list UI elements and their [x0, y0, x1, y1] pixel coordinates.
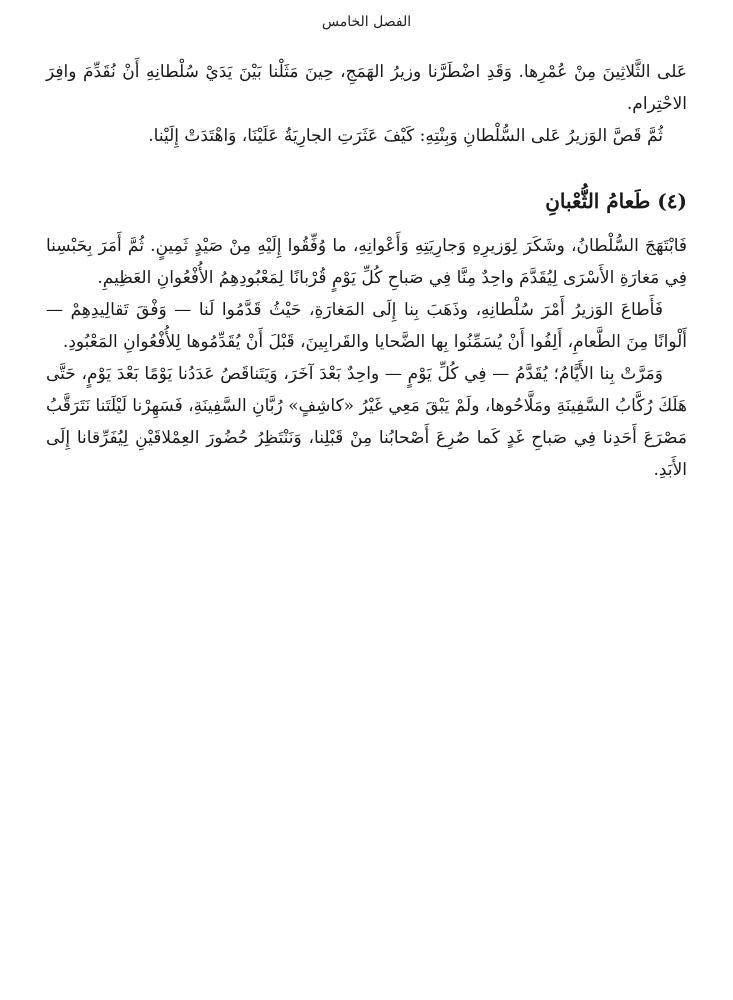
section-paragraph-3: وَمَرَّتْ بِنا الأَيَّامُ؛ يُقَدَّمُ — فِي كُلِّ يَوْمٍ — واحِدٌ بَعْدَ آخَرَ، وَيَتَناقَصُ عَدَدُنا يَوْمًا بَعْدَ يَوْمٍ، حَتَّى هَلَكَ رُكَّابُ السَّفِينَةِ ومَلَّاحُوها، ولَمْ يَبْقَ مَعِي غَيْرُ «كاشِفٍ» رُبَّانِ السَّفِينَةِ، فَسَهِرْنا لَيْلَتَنا نَتَرَقَّبُ مَصْرَعَ أَحَدِنا فِي صَباحِ غَدٍ كَما صُرِعَ أَصْحابُنا مِنْ قَبْلِنا، وَنَنْتَظِرُ حُضُورَ العِمْلاقَيْنِ لِيُفَرِّقانا إِلَى الأَبَدِ. — [46, 364, 687, 480]
running-header-chapter-title: الفصل الخامس — [321, 14, 412, 30]
section-heading: (٤) طَعامُ الثُّعْبانِ — [545, 189, 687, 213]
page-body — [46, 56, 687, 486]
section-spacer — [46, 152, 687, 186]
section-paragraph-2: فَأَطاعَ الوَزيرُ أَمْرَ سُلْطانِهِ، وذَهَبَ بِنا إِلَى المَغارَةِ، حَيْثُ قَدَّمُوا لَنا — وَفْقَ تَقالِيدِهِمْ — أَلْوانًا مِنَ الطَّعامِ، أَلِفُوا أَنْ يُسَمِّنُوا بِها الضَّحايا والقَرابِينَ، قَبْلَ أَنْ يُقَدِّمُوها لِلأُفْعُوانِ المَعْبُودِ. — [46, 300, 687, 352]
section-paragraph-1: فَابْتَهَجَ السُّلْطانُ، وشَكَرَ لِوَزيرِهِ وَجارِيَتِهِ وَأَعْوانِهِ، ما وُفِّقُوا إِلَيْهِ مِنْ صَيْدٍ ثَمِينٍ. ثُمَّ أَمَرَ بِحَبْسِنا فِي مَغارَةِ الأَسْرَى لِيُقَدَّمَ واحِدٌ مِنَّا فِي صَباحِ كُلِّ يَوْمٍ قُرْبانًا لِمَعْبُودِهِمُ الأُفْعُوانِ العَظِيمِ. — [46, 236, 687, 288]
intro-paragraph-2: ثُمَّ قَصَّ الوَزيرُ عَلى السُّلْطانِ وَبِنْتِهِ: كَيْفَ عَثَرَتِ الجارِيَةُ عَلَيْنَا، وَاهْتَدَتْ إِلَيْنا. — [148, 126, 663, 146]
intro-paragraph-1: عَلى الثَّلاثِينَ مِنْ عُمْرِها. وَقَدِ اضْطَرَّنا وزيرُ الهَمَجِ، حِينَ مَثَلْنا بَيْنَ يَدَيْ سُلْطانِهِ أَنْ نُقَدِّمَ وافِرَ الاحْتِرام. — [46, 62, 687, 114]
